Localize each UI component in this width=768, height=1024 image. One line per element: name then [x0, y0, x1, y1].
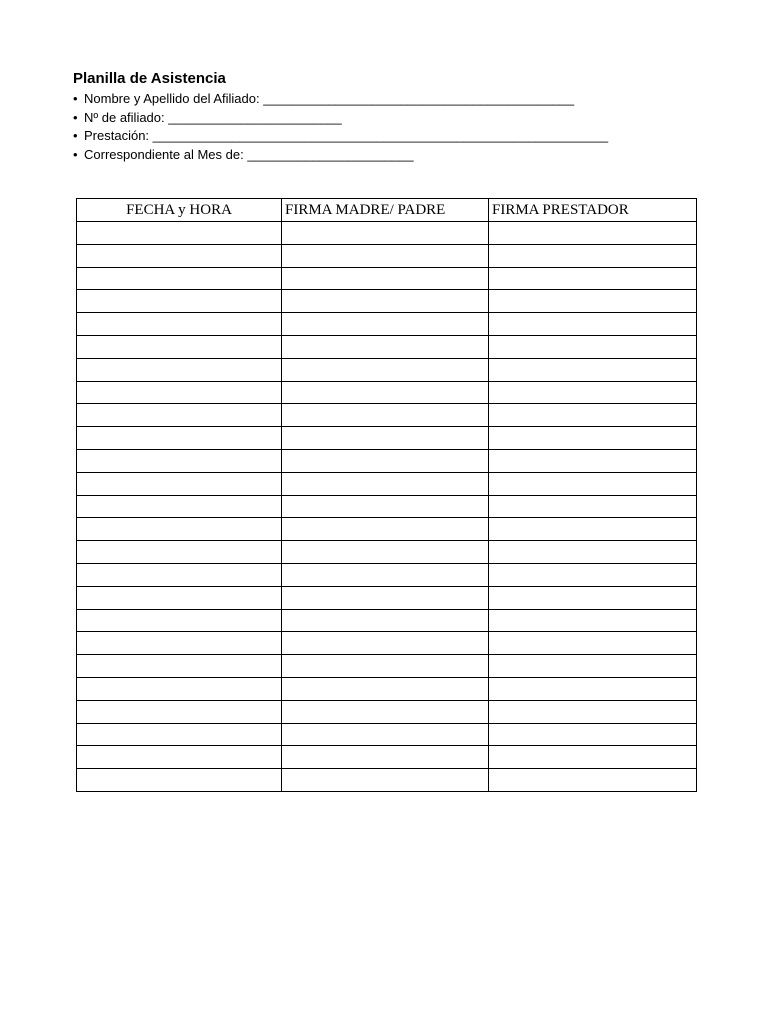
- table-row: [77, 335, 697, 358]
- cell-firma-madre-padre[interactable]: [282, 700, 489, 723]
- table-body: [77, 222, 697, 792]
- field-label: Nº de afiliado:: [84, 109, 165, 125]
- table-row: [77, 700, 697, 723]
- cell-firma-prestador[interactable]: [489, 404, 697, 427]
- header-fecha-hora: FECHA y HORA: [77, 199, 282, 222]
- cell-firma-prestador[interactable]: [489, 563, 697, 586]
- cell-firma-prestador[interactable]: [489, 495, 697, 518]
- field-label: Correspondiente al Mes de:: [84, 146, 244, 162]
- table-row: [77, 541, 697, 564]
- cell-firma-prestador[interactable]: [489, 609, 697, 632]
- table-row: [77, 586, 697, 609]
- table-row: [77, 267, 697, 290]
- header-firma-prestador: FIRMA PRESTADOR: [489, 199, 697, 222]
- field-numero-afiliado: [73, 109, 673, 128]
- cell-firma-prestador[interactable]: [489, 427, 697, 450]
- cell-fecha-hora[interactable]: [77, 723, 282, 746]
- cell-firma-madre-padre[interactable]: [282, 586, 489, 609]
- cell-fecha-hora[interactable]: [77, 449, 282, 472]
- table-row: [77, 244, 697, 267]
- cell-fecha-hora[interactable]: [77, 222, 282, 245]
- table-row: [77, 655, 697, 678]
- cell-firma-madre-padre[interactable]: [282, 427, 489, 450]
- cell-fecha-hora[interactable]: [77, 244, 282, 267]
- cell-fecha-hora[interactable]: [77, 769, 282, 792]
- field-mes: [73, 146, 673, 165]
- table-row: [77, 723, 697, 746]
- table-row: [77, 518, 697, 541]
- cell-firma-prestador[interactable]: [489, 267, 697, 290]
- table-row: [77, 404, 697, 427]
- cell-firma-madre-padre[interactable]: [282, 518, 489, 541]
- field-label: Prestación:: [84, 128, 150, 143]
- table-row: [77, 769, 697, 792]
- table-row: [77, 449, 697, 472]
- form-header: [73, 70, 673, 164]
- cell-firma-prestador[interactable]: [489, 700, 697, 723]
- field-blank-line[interactable]: _______________________________________________________________: [152, 128, 609, 143]
- cell-firma-prestador[interactable]: [489, 472, 697, 495]
- table-row: [77, 677, 697, 700]
- header-firma-madre-padre: FIRMA MADRE/ PADRE: [282, 199, 489, 222]
- cell-fecha-hora[interactable]: [77, 632, 282, 655]
- cell-firma-prestador[interactable]: [489, 290, 697, 313]
- cell-fecha-hora[interactable]: [77, 655, 282, 678]
- cell-firma-prestador[interactable]: [489, 746, 697, 769]
- field-blank-line[interactable]: _______________________: [247, 146, 414, 162]
- cell-firma-madre-padre[interactable]: [282, 472, 489, 495]
- cell-fecha-hora[interactable]: [77, 609, 282, 632]
- cell-firma-prestador[interactable]: [489, 335, 697, 358]
- cell-firma-madre-padre[interactable]: [282, 244, 489, 267]
- cell-firma-prestador[interactable]: [489, 381, 697, 404]
- cell-firma-madre-padre[interactable]: [282, 290, 489, 313]
- field-prestacion: [73, 127, 673, 146]
- field-label: Nombre y Apellido del Afiliado:: [84, 91, 260, 106]
- cell-fecha-hora[interactable]: [77, 746, 282, 769]
- table-row: [77, 472, 697, 495]
- cell-firma-madre-padre[interactable]: [282, 313, 489, 336]
- cell-firma-madre-padre[interactable]: [282, 655, 489, 678]
- cell-fecha-hora[interactable]: [77, 586, 282, 609]
- cell-fecha-hora[interactable]: [77, 495, 282, 518]
- cell-firma-madre-padre[interactable]: [282, 632, 489, 655]
- field-nombre-apellido: [73, 90, 673, 109]
- cell-fecha-hora[interactable]: [77, 381, 282, 404]
- cell-firma-madre-padre[interactable]: [282, 746, 489, 769]
- table-row: [77, 313, 697, 336]
- cell-firma-prestador[interactable]: [489, 244, 697, 267]
- cell-fecha-hora[interactable]: [77, 290, 282, 313]
- bullet-icon: •: [73, 128, 78, 143]
- page-title: Planilla de Asistencia: [73, 70, 226, 87]
- table-row: [77, 495, 697, 518]
- cell-firma-madre-padre[interactable]: [282, 358, 489, 381]
- cell-firma-prestador[interactable]: [489, 313, 697, 336]
- cell-fecha-hora[interactable]: [77, 563, 282, 586]
- attendance-table: [76, 198, 697, 792]
- cell-firma-prestador[interactable]: [489, 769, 697, 792]
- bullet-icon: •: [73, 109, 78, 125]
- table-row: [77, 290, 697, 313]
- table-row: [77, 609, 697, 632]
- cell-fecha-hora[interactable]: [77, 427, 282, 450]
- cell-fecha-hora[interactable]: [77, 358, 282, 381]
- cell-firma-madre-padre[interactable]: [282, 769, 489, 792]
- cell-fecha-hora[interactable]: [77, 472, 282, 495]
- cell-firma-madre-padre[interactable]: [282, 495, 489, 518]
- table-header-row: [77, 199, 697, 222]
- cell-firma-madre-padre[interactable]: [282, 563, 489, 586]
- table-row: [77, 222, 697, 245]
- cell-firma-madre-padre[interactable]: [282, 404, 489, 427]
- cell-fecha-hora[interactable]: [77, 541, 282, 564]
- cell-firma-prestador[interactable]: [489, 632, 697, 655]
- cell-firma-madre-padre[interactable]: [282, 609, 489, 632]
- bullet-icon: •: [73, 146, 78, 162]
- cell-fecha-hora[interactable]: [77, 335, 282, 358]
- cell-firma-prestador[interactable]: [489, 449, 697, 472]
- cell-fecha-hora[interactable]: [77, 313, 282, 336]
- cell-firma-prestador[interactable]: [489, 518, 697, 541]
- table-row: [77, 632, 697, 655]
- cell-fecha-hora[interactable]: [77, 677, 282, 700]
- field-blank-line[interactable]: ________________________: [168, 109, 342, 125]
- cell-firma-prestador[interactable]: [489, 677, 697, 700]
- cell-firma-prestador[interactable]: [489, 541, 697, 564]
- cell-firma-madre-padre[interactable]: [282, 541, 489, 564]
- cell-firma-madre-padre[interactable]: [282, 222, 489, 245]
- cell-fecha-hora[interactable]: [77, 700, 282, 723]
- table-row: [77, 746, 697, 769]
- table-row: [77, 358, 697, 381]
- cell-firma-madre-padre[interactable]: [282, 335, 489, 358]
- cell-firma-prestador[interactable]: [489, 723, 697, 746]
- cell-fecha-hora[interactable]: [77, 267, 282, 290]
- cell-firma-madre-padre[interactable]: [282, 723, 489, 746]
- field-blank-line[interactable]: ___________________________________________: [263, 91, 575, 106]
- cell-firma-madre-padre[interactable]: [282, 381, 489, 404]
- table-row: [77, 563, 697, 586]
- cell-firma-prestador[interactable]: [489, 655, 697, 678]
- cell-fecha-hora[interactable]: [77, 518, 282, 541]
- cell-firma-madre-padre[interactable]: [282, 677, 489, 700]
- bullet-icon: •: [73, 91, 78, 106]
- table-row: [77, 427, 697, 450]
- cell-firma-prestador[interactable]: [489, 358, 697, 381]
- table-row: [77, 381, 697, 404]
- cell-firma-madre-padre[interactable]: [282, 267, 489, 290]
- cell-firma-prestador[interactable]: [489, 586, 697, 609]
- cell-fecha-hora[interactable]: [77, 404, 282, 427]
- cell-firma-madre-padre[interactable]: [282, 449, 489, 472]
- cell-firma-prestador[interactable]: [489, 222, 697, 245]
